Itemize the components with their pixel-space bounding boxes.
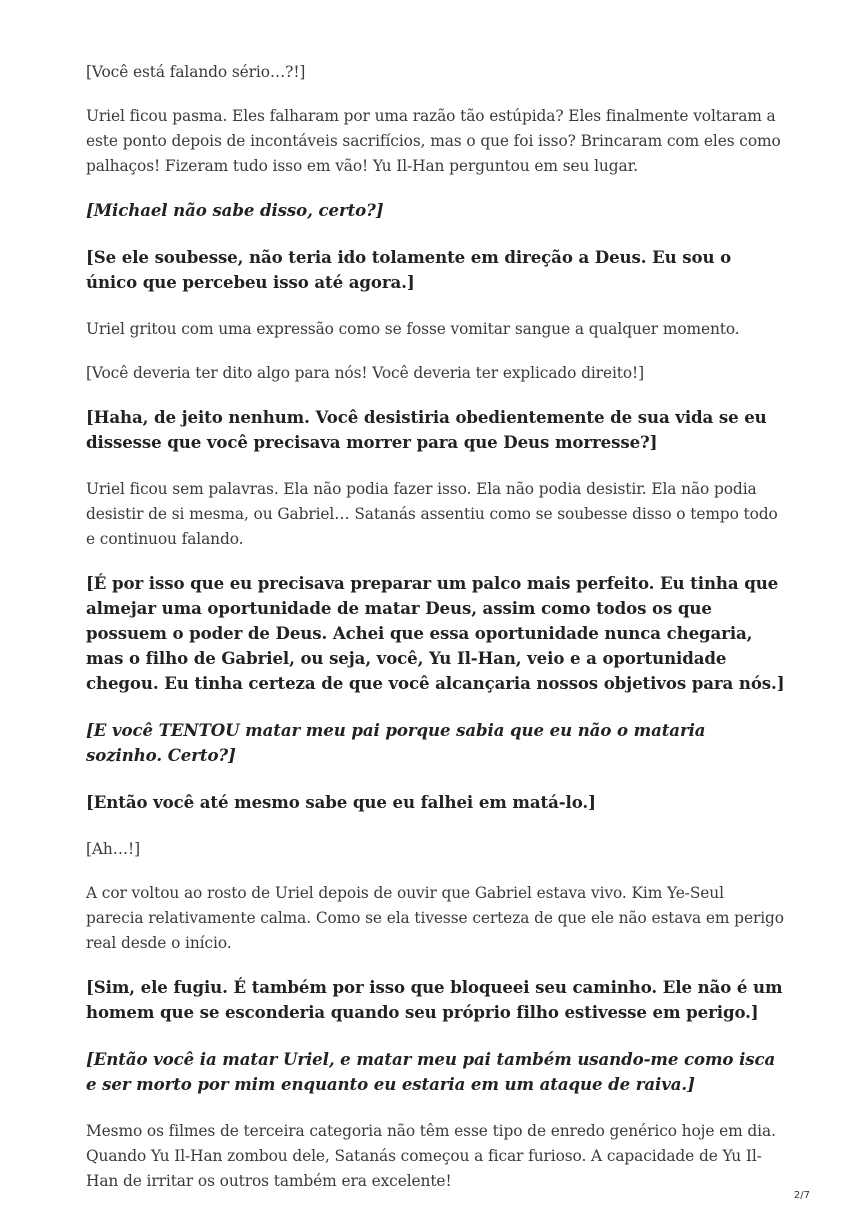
dialogue-line: [E você TENTOU matar meu pai porque sabia que eu não o mataria sozinho. Certo?] (86, 720, 706, 765)
dialogue-line: [Então você até mesmo sabe que eu falhei em matá-lo.] (86, 792, 596, 812)
paragraph: Uriel ficou pasma. Eles falharam por uma razão tão estúpida? Eles finalmente voltaram a este ponto depois de incontáveis sacrifícios, mas o que foi isso? Brincaram com eles como palhaços! Fizeram tudo isso em vão! Yu Il-Han perguntou em seu lugar. (86, 107, 781, 175)
paragraph: Uriel gritou com uma expressão como se fosse vomitar sangue a qualquer momento. (86, 320, 740, 338)
dialogue-line: [Haha, de jeito nenhum. Você desistiria obedientemente de sua vida se eu dissesse que você precisava morrer para que Deus morresse?] (86, 407, 767, 452)
dialogue-line: [É por isso que eu precisava preparar um palco mais perfeito. Eu tinha que almejar uma oportunidade de matar Deus, assim como todos os que possuem o poder de Deus. Achei que essa oportunidade nunca chegaria, mas o filho de Gabriel, ou seja, você, Yu Il-Han, veio e a oportunidade chegou. Eu tinha certeza de que você alcançaria nossos objetivos para nós.] (86, 573, 785, 693)
paragraph: [Você deveria ter dito algo para nós! Você deveria ter explicado direito!] (86, 364, 645, 382)
paragraph: Uriel ficou sem palavras. Ela não podia fazer isso. Ela não podia desistir. Ela não podia desistir de si mesma, ou Gabriel… Satanás assentiu como se soubesse disso o tempo todo e continuou falando. (86, 480, 778, 548)
dialogue-line: [Se ele soubesse, não teria ido tolamente em direção a Deus. Eu sou o único que percebeu isso até agora.] (86, 247, 732, 292)
page-number: 2/7 (793, 1190, 810, 1201)
paragraph: [Você está falando sério…?!] (86, 63, 306, 81)
paragraph: [Ah…!] (86, 840, 141, 858)
paragraph: Mesmo os filmes de terceira categoria não têm esse tipo de enredo genérico hoje em dia. Quando Yu Il-Han zombou dele, Satanás começou a ficar furioso. A capacidade de Yu Il-Han de irritar os outros também era excelente! (86, 1122, 776, 1190)
paragraph: A cor voltou ao rosto de Uriel depois de ouvir que Gabriel estava vivo. Kim Ye-Seul parecia relativamente calma. Como se ela tivesse certeza de que ele não estava em perigo real desde o início. (86, 884, 784, 952)
dialogue-line: [Então você ia matar Uriel, e matar meu pai também usando-me como isca e ser morto por mim enquanto eu estaria em um ataque de raiva.] (86, 1049, 776, 1094)
dialogue-line: [Sim, ele fugiu. É também por isso que bloqueei seu caminho. Ele não é um homem que se esconderia quando seu próprio filho estivesse em perigo.] (86, 977, 783, 1022)
document-body (86, 60, 786, 1213)
dialogue-line: [Michael não sabe disso, certo?] (86, 200, 384, 220)
